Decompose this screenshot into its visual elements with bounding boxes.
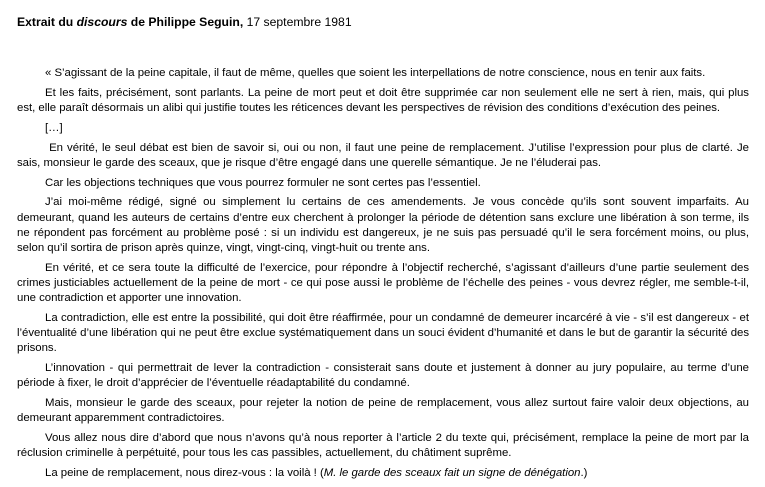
- last-paragraph: [17, 466, 749, 481]
- ellipsis-paragraph: […]: [45, 121, 63, 134]
- last-paragraph-text: La peine de remplacement, nous direz-vous : la voilà ! (: [45, 467, 324, 480]
- paragraph: En vérité, le seul débat est bien de savoir si, oui ou non, il faut une peine de remplacement. J’utilise l’expression pour plus de clarté. Je sais, monsieur le garde des sceaux, que je risque d’être engagé dans une querelle sémantique. Je ne l’éluderai pas.: [17, 141, 753, 169]
- paragraph: La contradiction, elle est entre la possibilité, qui doit être réaffirmée, pour un condamné de demeurer incarcéré à vie - s’il est dangereux - et l’éventualité d’une libération qui ne peut être exclue systématiquement dans un souci évident d’humanité et dans le but de garantir la sécurité des prisons.: [17, 312, 749, 355]
- document-header: [17, 14, 749, 30]
- header-work: discours: [76, 15, 128, 29]
- paragraph: Mais, monsieur le garde des sceaux, pour rejeter la notion de peine de remplacement, vous allez surtout faire valoir deux objections, au demeurant apparemment contradictoires.: [17, 397, 749, 425]
- header-date: 17 septembre 1981: [243, 15, 352, 29]
- speech-text: [17, 66, 753, 481]
- paragraph: J’ai moi-même rédigé, signé ou simplement lu certains de ces amendements. Je vous concède qu’ils sont souvent imparfaits. Au demeurant, quand les auteurs de certains d’entre eux cherchent à prolonger la période de détention sans exclure une libération à son terme, ils ne répondent pas forcément au problème posé : si un individu est dangereux, je ne suis pas persuadé qu’il le sera forcément moins, ou plus, selon qu’il sortira de prison après quinze, vingt, vingt-cinq, vingt-huit ou trente ans.: [17, 196, 749, 254]
- header-prefix: Extrait du discours de Philippe Seguin,: [17, 15, 244, 29]
- paragraph: Car les objections techniques que vous pourrez formuler ne sont certes pas l’essentiel.: [45, 176, 481, 189]
- paragraph: « S’agissant de la peine capitale, il faut de même, quelles que soient les interpellations de notre conscience, nous en tenir aux faits.: [45, 67, 706, 79]
- paragraph: Vous allez nous dire d’abord que nous n’avons qu’à nous reporter à l’article 2 du texte qui, précisément, remplace la peine de mort par la réclusion criminelle à perpétuité, pour tous les cas passibles, actuellement, du châtiment suprême.: [17, 432, 749, 460]
- last-paragraph-closing: .): [580, 467, 588, 480]
- stage-direction: M. le garde des sceaux fait un signe de dénégation: [323, 467, 581, 480]
- header-author: de Philippe Seguin,: [127, 15, 244, 29]
- paragraph: En vérité, et ce sera toute la difficulté de l’exercice, pour répondre à l’objectif recherché, s’agissant d’ailleurs d’une partie seulement des crimes justiciables actuellement de la peine de mort - ce qui pose aussi le problème de l’échelle des peines - vous devrez régler, me semble-t-il, une contradiction et apporter une innovation.: [17, 261, 749, 305]
- paragraph: Et les faits, précisément, sont parlants. La peine de mort peut et doit être supprimée car non seulement elle ne sert à rien, mais, qui plus est, elle paraît désormais un alibi qui justifie toutes les réticences devant les perspectives de révision des conditions d’exécution des peines.: [17, 86, 749, 114]
- paragraph: L’innovation - qui permettrait de lever la contradiction - consisterait sans doute et justement à donner au jury populaire, au terme d’une période à fixer, le droit d’apprécier de l’éventuelle réadaptabilité du condamné.: [17, 362, 749, 390]
